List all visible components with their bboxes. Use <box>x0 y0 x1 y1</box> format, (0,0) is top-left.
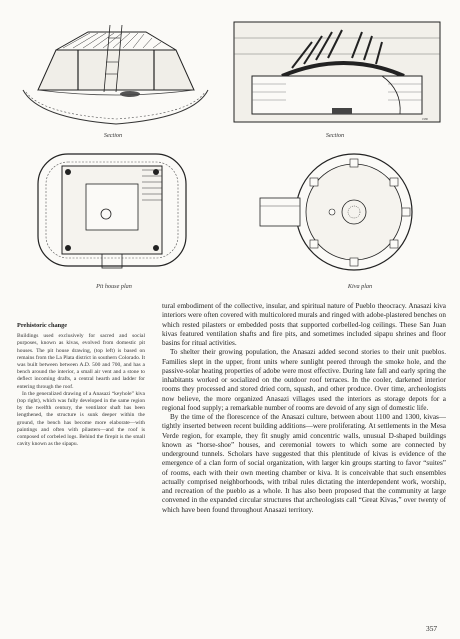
kiva-section-caption: Section <box>325 132 345 139</box>
pit-house-plan-drawing <box>32 144 192 279</box>
page-number: 357 <box>426 624 438 633</box>
svg-text:1980: 1980 <box>422 117 428 121</box>
pit-house-section-drawing <box>18 20 213 132</box>
sidebar-heading: Prehistoric change <box>17 322 68 329</box>
sidebar-paragraph: In the generalized drawing of a Anasazi “keyhole” kiva (top right), which was fully developed in the same region by the twelfth century, the ventilator shaft has been lengthened, the structure is sunk deeper within the ground, the bench has become more elaborate—with paintings and often with pilasters—and the roof is composed of corbeled logs. Behind the firepit is the small cavity known as the sipapu. <box>17 390 145 448</box>
sidebar-note <box>17 322 145 448</box>
kiva-plan-drawing <box>256 150 426 280</box>
kiva-section-drawing <box>232 20 442 132</box>
pit-section-caption: Section <box>103 132 123 139</box>
body-text <box>162 302 446 515</box>
pit-plan-caption: Pit house plan <box>96 283 132 290</box>
body-paragraph: By the time of the florescence of the Anasazi culture, between about 1100 and 1300, kivas—tightly inserted between recent building additions—were proliferating. At settlements in the Mesa Verde region, for example, they fit snugly amid concentric walls, unusual D-shaped buildings known as “horse-shoe” houses, and ceremonial towers to which some are connected by underground tunnels. Scholars have suggested that this plentitude of kivas is evidence of the emergence of a clan form of social organization, with larger kin groups starting to favor “suites” of rooms, each with their own meeting chamber or kiva. It is conceivable that such ensembles actually comprised neighborhoods, with tribal rules dictating the interdependent work, worship, and recreation of the pueblo as a whole. It has also been proposed that the community at large convened in the expanded circular structures that archeologists call “Great Kivas,” over twenty of which have been found throughout Anasazi territory. <box>162 413 446 514</box>
body-paragraph: tural embodiment of the collective, insular, and spiritual nature of Pueblo theocracy. Anasazi kiva interiors were often covered with multicolored murals and ringed with adobe-plastered benches on which rested pilasters or embedded posts that supported corbelled-log ceilings. These San Juan kivas featured ventilation shafts and fire pits, and sometimes included sipapu shrines and floor basins for ritual activities. <box>162 302 446 347</box>
sidebar-paragraph: Buildings used exclusively for sacred and social purposes, known as kivas, evolved from domestic pit houses. The pit house drawing, (top left) is based on remains from the La Plata district in southern Colorado. It was built between between A.D. 500 and 700, and has a bench around the interior, a small air vent and a stone to deflect incoming drafts, a central hearth and ladder for entering through the roof. <box>17 333 145 390</box>
kiva-plan-caption: Kiva plan <box>347 283 373 290</box>
body-paragraph: To shelter their growing population, the Anasazi added second stories to their unit pueblos. Families slept in the upper, front units where sunlight peered through the smoke hole, and the passive-solar heating properties of adobe were most effective. During late fall and early spring the inhabitants worked or socialized on the outdoor roof terraces. In the cooler, darkened interior rooms they processed and stored dried corn, squash, and other produce. Over time, archeologists now believe, the more organized Anasazi villages used the interiors as storage depots for a regional food supply; a remarkable number of rooms are devoid of any sign of domestic life. <box>162 348 446 412</box>
